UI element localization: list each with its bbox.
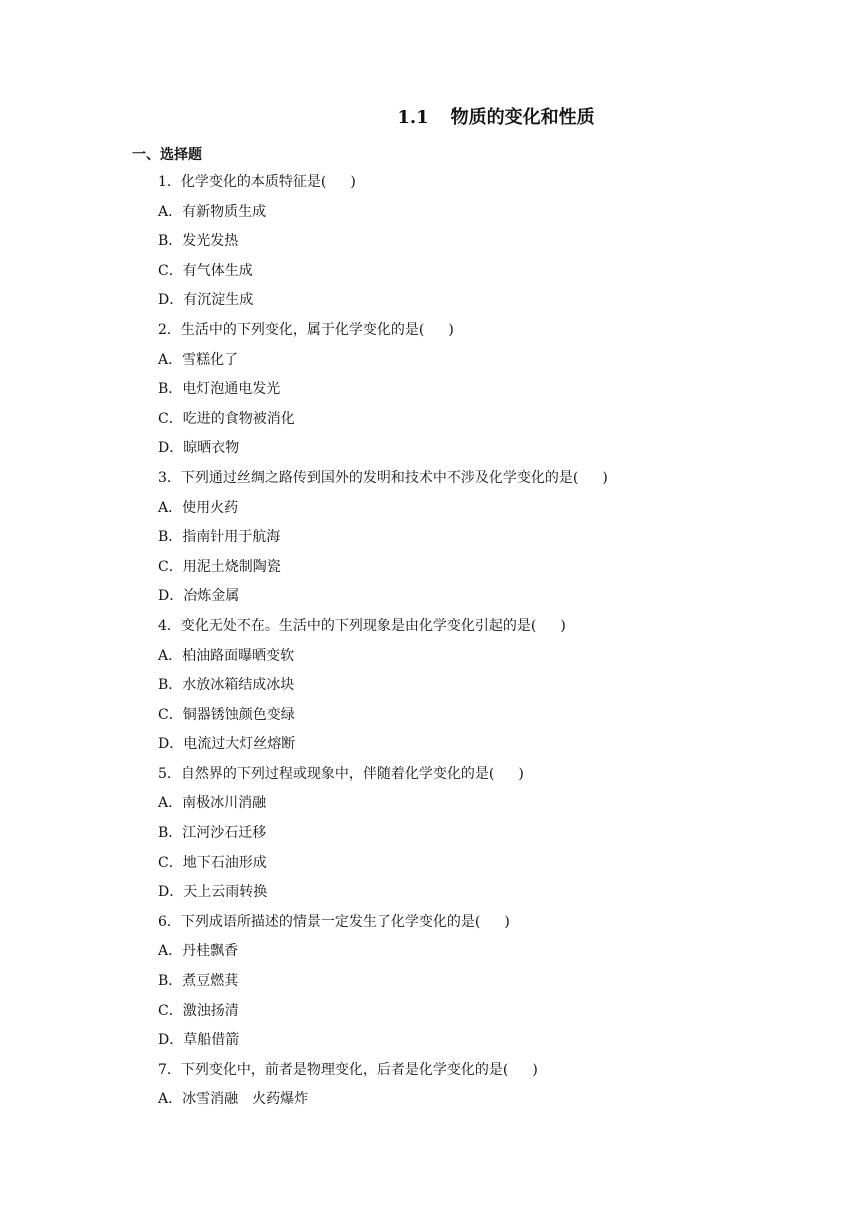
question-list [158,172,608,1119]
option: C．地下石油形成 [158,854,267,871]
option: C．有气体生成 [158,262,253,279]
option: B．江河沙石迁移 [158,825,267,842]
question-stem: 2．生活中的下列变化，属于化学变化的是( ) [158,321,454,338]
option: A．冰雪消融 火药爆炸 [158,1091,309,1108]
option: D．晾晒衣物 [158,440,240,457]
option: B．煮豆燃萁 [158,973,239,990]
option: D．天上云雨转换 [158,884,268,901]
section-heading: 一、选择题 [132,147,202,163]
title-number: 1.1 [397,107,429,128]
option: A．南极冰川消融 [158,795,267,812]
option: D．电流过大灯丝熔断 [158,736,296,753]
option: C．吃进的食物被消化 [158,410,295,427]
option: C．用泥土烧制陶瓷 [158,558,281,575]
option: A．丹桂飘香 [158,943,239,960]
option: A．柏油路面曝晒变软 [158,647,295,664]
question-stem: 1．化学变化的本质特征是( ) [158,174,356,190]
option: A．使用火药 [158,499,239,516]
question-stem: 7．下列变化中，前者是物理变化，后者是化学变化的是( ) [158,1061,538,1078]
option: B．发光发热 [158,233,239,250]
option: C．铜器锈蚀颜色变绿 [158,706,295,723]
question-stem: 5．自然界的下列过程或现象中，伴随着化学变化的是( ) [158,765,524,782]
option: B．水放冰箱结成冰块 [158,677,295,694]
question-stem: 3．下列通过丝绸之路传到国外的发明和技术中不涉及化学变化的是( ) [158,469,608,486]
option: D．草船借箭 [158,1032,240,1049]
option: C．激浊扬清 [158,1002,239,1019]
page-title [0,103,860,129]
question-stem: 4．变化无处不在。生活中的下列现象是由化学变化引起的是( ) [158,617,566,634]
title-text: 物质的变化和性质 [450,107,595,128]
option: D．有沉淀生成 [158,292,254,309]
question-stem: 6．下列成语所描述的情景一定发生了化学变化的是( ) [158,913,510,930]
option: B．电灯泡通电发光 [158,381,281,398]
option: B．指南针用于航海 [158,529,281,546]
option: A．有新物质生成 [158,203,267,220]
option: D．冶炼金属 [158,588,240,605]
option: A．雪糕化了 [158,351,239,368]
